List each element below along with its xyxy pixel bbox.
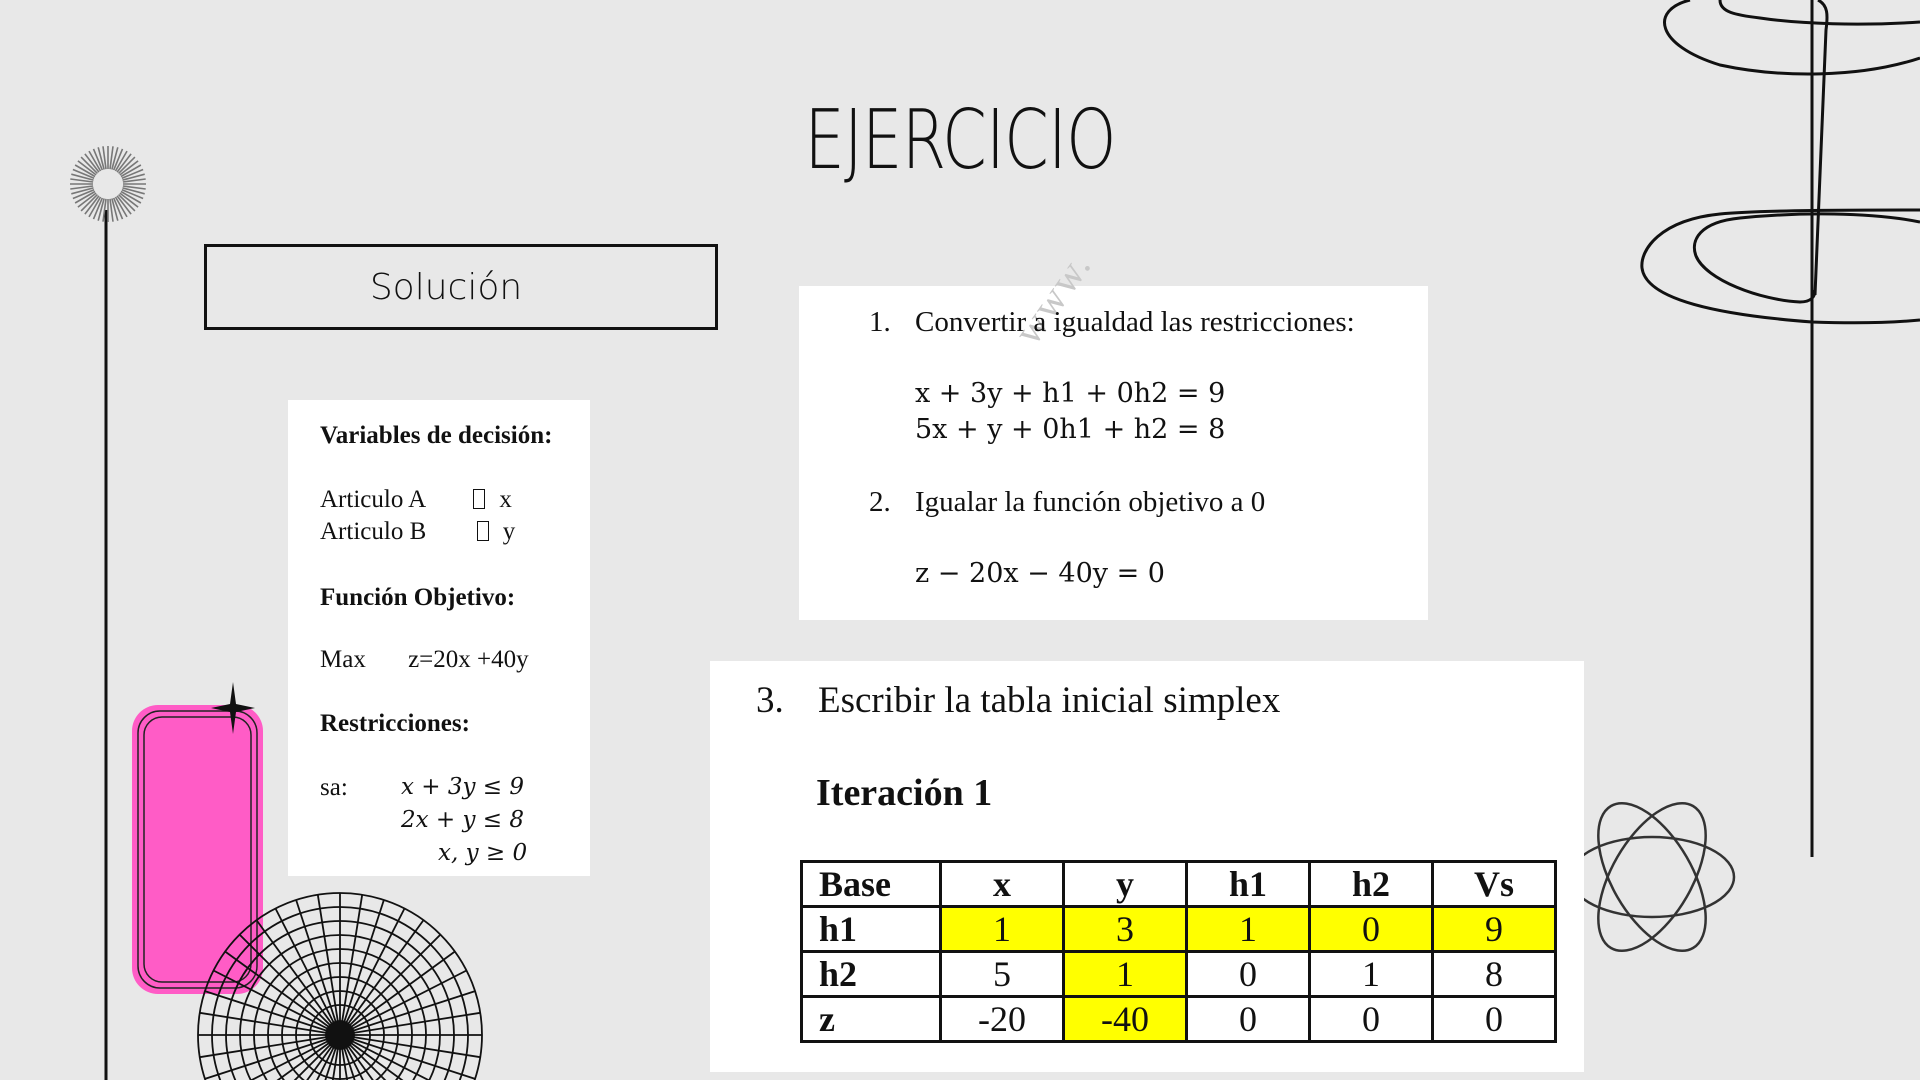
- simplex-card: [710, 661, 1584, 1072]
- column-header: Vs: [1433, 862, 1556, 907]
- cell: 0: [1187, 997, 1310, 1042]
- cell: 5: [941, 952, 1064, 997]
- cell: -20: [941, 997, 1064, 1042]
- objective-prefix: Max: [320, 646, 366, 673]
- column-header: h2: [1310, 862, 1433, 907]
- solution-label: Solución: [369, 266, 523, 308]
- column-header: x: [941, 862, 1064, 907]
- cell: 0: [1310, 907, 1433, 952]
- loop-scribble-icon: [1642, 0, 1920, 323]
- step-number: 3.: [756, 680, 784, 721]
- steps-card: [799, 242, 1428, 620]
- page-title: EJERCICIO: [804, 93, 1116, 188]
- cell: 0: [1433, 997, 1556, 1042]
- cell: 1: [1310, 952, 1433, 997]
- cell: 0: [1187, 952, 1310, 997]
- cell: 9: [1433, 907, 1556, 952]
- radial-grid-icon: [198, 893, 482, 1080]
- missing-arrow-glyph-icon: [477, 521, 489, 541]
- variable-label: Articulo A: [320, 486, 425, 513]
- constraint: x, y ≥ 0: [438, 840, 528, 866]
- missing-arrow-glyph-icon: [473, 489, 485, 509]
- column-header: Base: [802, 862, 941, 907]
- variable-row: [320, 518, 515, 546]
- iteration-label: Iteración 1: [816, 772, 993, 814]
- equation: x + 3y + h1 + 0h2 = 9: [915, 378, 1226, 409]
- column-header: h1: [1187, 862, 1310, 907]
- objective-heading: Función Objetivo:: [320, 584, 516, 611]
- watermark: www.: [1004, 242, 1101, 353]
- step-2: [869, 486, 1265, 519]
- step-1: [869, 306, 1355, 339]
- cell: 3: [1064, 907, 1187, 952]
- step-text: Igualar la función objetivo a 0: [915, 486, 1266, 518]
- table-header-row: [802, 862, 1556, 907]
- constraint: x + 3y ≤ 9: [401, 774, 525, 800]
- row-base: z: [802, 997, 941, 1042]
- constraint: 2x + y ≤ 8: [401, 807, 525, 833]
- objective-expression: z=20x +40y: [408, 646, 529, 673]
- sunburst-icon: [70, 146, 146, 222]
- variable-symbol: x: [499, 486, 512, 513]
- table-row: [802, 997, 1556, 1042]
- equation: z − 20x − 40y = 0: [915, 558, 1165, 589]
- variable-row: [320, 486, 512, 514]
- row-base: h1: [802, 907, 941, 952]
- decision-variables-heading: Variables de decisión:: [320, 422, 553, 449]
- objective-row: [320, 646, 529, 674]
- cell: -40: [1064, 997, 1187, 1042]
- constraints-prefix: sa:: [320, 774, 348, 801]
- pink-frame-shape: [132, 705, 263, 994]
- cell: 1: [1187, 907, 1310, 952]
- step-3: [756, 679, 1280, 722]
- table-row: [802, 907, 1556, 952]
- atom-icon: [1570, 786, 1734, 968]
- step-text: Convertir a igualdad las restricciones:: [915, 306, 1355, 338]
- step-number: 1.: [869, 306, 891, 338]
- step-number: 2.: [869, 486, 891, 518]
- model-card: [288, 400, 590, 876]
- column-header: y: [1064, 862, 1187, 907]
- constraints-heading: Restricciones:: [320, 710, 470, 737]
- cell: 1: [1064, 952, 1187, 997]
- sparkle-icon: [211, 682, 255, 734]
- cell: 8: [1433, 952, 1556, 997]
- variable-symbol: y: [502, 518, 516, 545]
- variable-label: Articulo B: [320, 518, 427, 545]
- cell: 0: [1310, 997, 1433, 1042]
- row-base: h2: [802, 952, 941, 997]
- simplex-table: [800, 860, 1557, 1043]
- cell: 1: [941, 907, 1064, 952]
- table-row: [802, 952, 1556, 997]
- step-text: Escribir la tabla inicial simplex: [818, 680, 1281, 721]
- equation: 5x + y + 0h1 + h2 = 8: [915, 414, 1226, 445]
- solution-label-box: [204, 244, 718, 330]
